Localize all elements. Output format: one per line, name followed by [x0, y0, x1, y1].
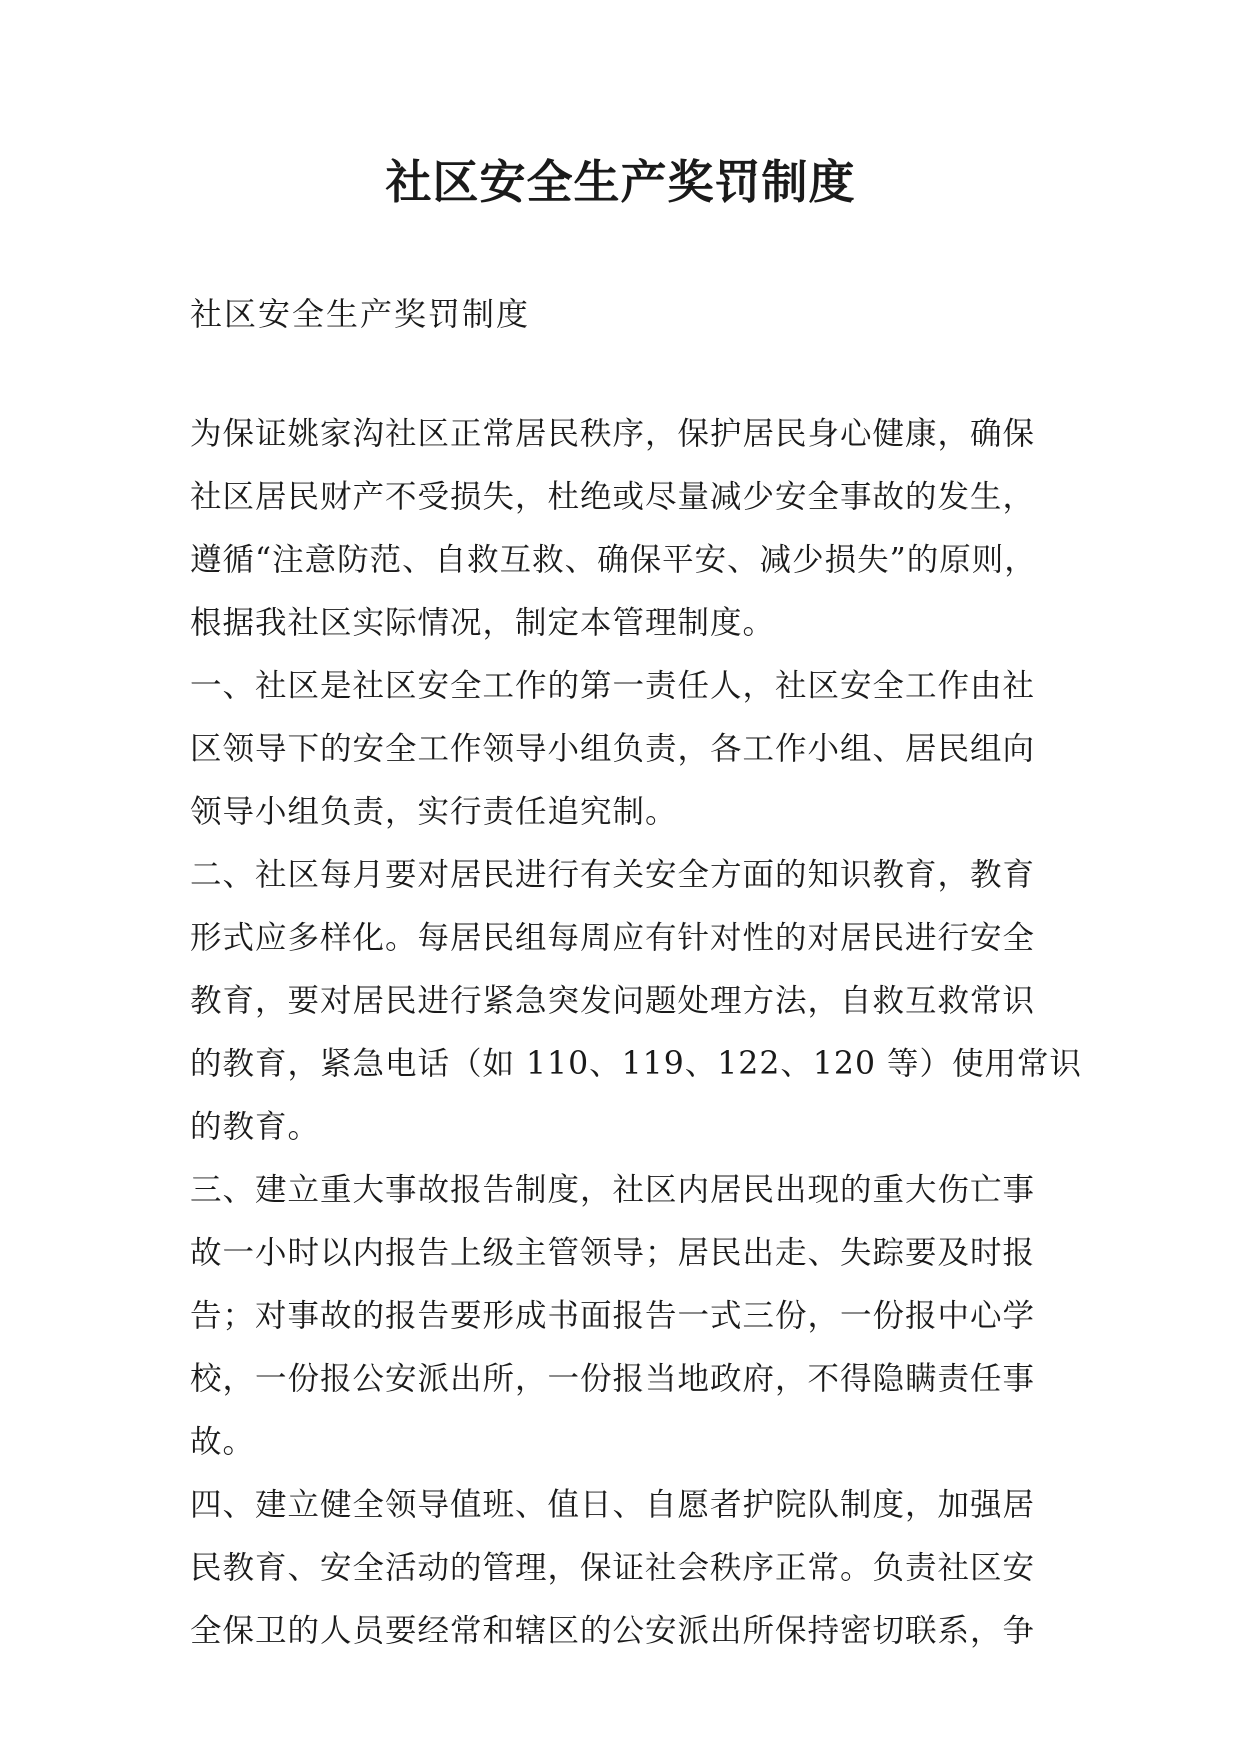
- body-line: 社区居民财产不受损失，杜绝或尽量减少安全事故的发生，: [190, 479, 1036, 515]
- body-line: 的教育，紧急电话（如 110、119、122、120 等）使用常识: [190, 1046, 1083, 1082]
- document-body: [190, 403, 1090, 1663]
- body-line: 遵循“注意防范、自救互救、确保平安、减少损失”的原则，: [190, 542, 1037, 578]
- body-line: 四、建立健全领导值班、值日、自愿者护院队制度，加强居: [190, 1487, 1036, 1523]
- body-line: 一、社区是社区安全工作的第一责任人，社区安全工作由社: [190, 668, 1036, 704]
- body-line: 三、建立重大事故报告制度，社区内居民出现的重大伤亡事: [190, 1172, 1036, 1208]
- body-line: 领导小组负责，实行责任追究制。: [190, 794, 678, 830]
- body-line: 根据我社区实际情况，制定本管理制度。: [190, 605, 776, 641]
- body-line: 故一小时以内报告上级主管领导；居民出走、失踪要及时报: [190, 1235, 1036, 1271]
- body-line: 的教育。: [190, 1109, 321, 1145]
- document-subtitle: 社区安全生产奖罚制度: [190, 295, 531, 333]
- document-title: 社区安全生产奖罚制度: [385, 155, 856, 209]
- body-line: 教育，要对居民进行紧急突发问题处理方法，自救互救常识: [190, 983, 1036, 1019]
- body-line: 为保证姚家沟社区正常居民秩序，保护居民身心健康，确保: [190, 416, 1036, 452]
- body-line: 二、社区每月要对居民进行有关安全方面的知识教育，教育: [190, 857, 1036, 893]
- body-line: 故。: [190, 1424, 256, 1460]
- body-line: 校，一份报公安派出所，一份报当地政府，不得隐瞒责任事: [190, 1361, 1036, 1397]
- body-line: 形式应多样化。每居民组每周应有针对性的对居民进行安全: [190, 920, 1036, 956]
- body-line: 民教育、安全活动的管理，保证社会秩序正常。负责社区安: [190, 1550, 1036, 1586]
- body-line: 全保卫的人员要经常和辖区的公安派出所保持密切联系，争: [190, 1613, 1036, 1649]
- body-line: 告；对事故的报告要形成书面报告一式三份，一份报中心学: [190, 1298, 1036, 1334]
- body-line: 区领导下的安全工作领导小组负责，各工作小组、居民组向: [190, 731, 1036, 767]
